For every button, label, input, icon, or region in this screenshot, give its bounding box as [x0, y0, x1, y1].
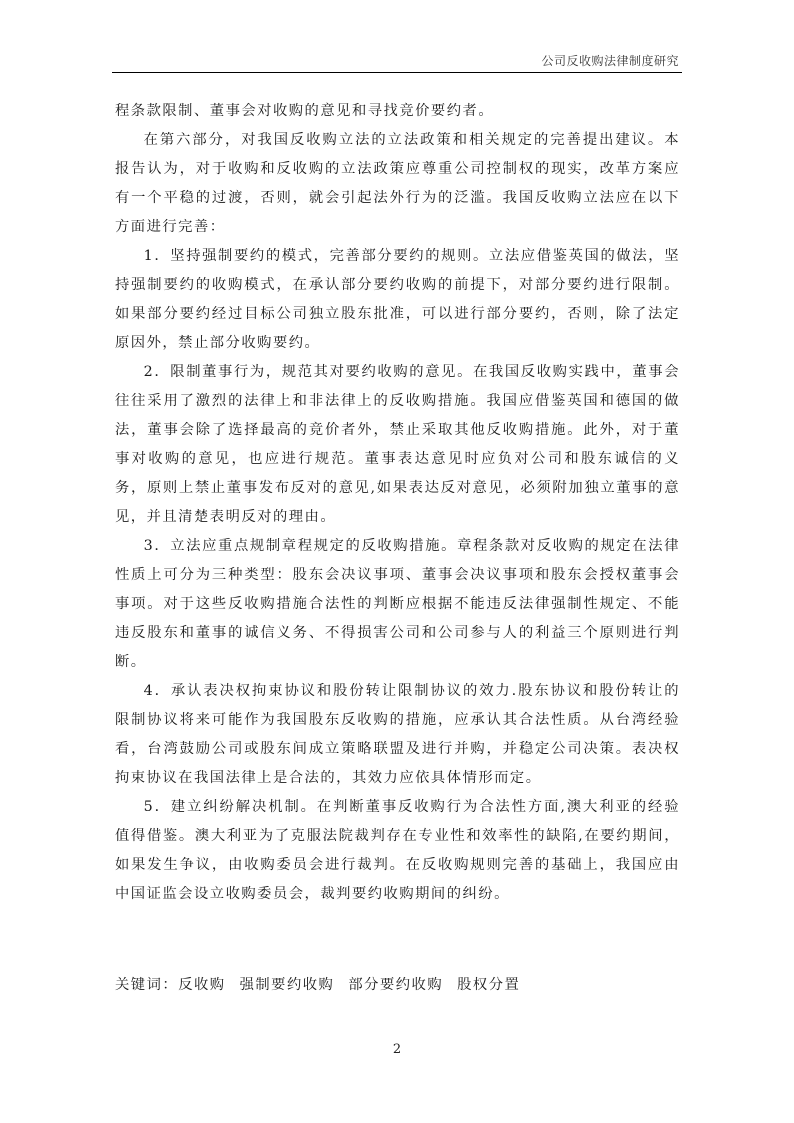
paragraph-item-5: 5．建立纠纷解决机制。在判断董事反收购行为合法性方面,澳大利亚的经验值得借鉴。澳大利亚为了克服法院裁判存在专业性和效率性的缺陷,在要约期间，如果发生争议，由收购委员会进行裁判。在反收购规则完善的基础上，我国应由中国证监会设立收购委员会，裁判要约收购期间的纠纷。 [115, 799, 680, 902]
keyword-item: 部分要约收购 [348, 977, 444, 993]
keywords-label: 关键词： [115, 977, 179, 993]
paragraph-item-3: 3．立法应重点规制章程规定的反收购措施。章程条款对反收购的规定在法律性质上可分为三种类型：股东会决议事项、董事会决议事项和股东会授权董事会事项。对于这些反收购措施合法性的判断应根据不能违反法律强制性规定、不能违反股东和董事的诚信义务、不得损害公司和公司参与人的利益三个原则进行判断。 [115, 538, 680, 670]
paragraph-item-2: 2．限制董事行为，规范其对要约收购的意见。在我国反收购实践中，董事会往往采用了激烈的法律上和非法律上的反收购措施。我国应借鉴英国和德国的做法，董事会除了选择最高的竞价者外，禁止采取其他反收购措施。此外，对于董事对收购的意见，也应进行规范。董事表达意见时应负对公司和股东诚信的义务，原则上禁止董事发布反对的意见,如果表达反对意见，必须附加独立董事的意见，并且清楚表明反对的理由。 [115, 364, 680, 525]
running-header-title: 公司反收购法律制度研究 [541, 54, 679, 68]
keyword-item: 反收购 [178, 977, 226, 993]
paragraph-item-4: 4．承认表决权拘束协议和股份转让限制协议的效力.股东协议和股份转让的限制协议将来可能作为我国股东反收购的措施，应承认其合法性质。从台湾经验看，台湾鼓励公司或股东间成立策略联盟及进行并购，并稳定公司决策。表决权拘束协议在我国法律上是合法的，其效力应依具体情形而定。 [115, 683, 680, 786]
header-divider [112, 72, 682, 73]
keywords-line [115, 971, 534, 1000]
body-text [115, 97, 680, 909]
paragraph-part-six-intro: 在第六部分，对我国反收购立法的立法政策和相关规定的完善提出建议。本报告认为，对于收购和反收购的立法政策应尊重公司控制权的现实，改革方案应有一个平稳的过渡，否则，就会引起法外行为的泛滥。我国反收购立法应在以下方面进行完善： [115, 132, 680, 235]
paragraph-item-1: 1．坚持强制要约的模式，完善部分要约的规则。立法应借鉴英国的做法，坚持强制要约的收购模式，在承认部分要约收购的前提下，对部分要约进行限制。如果部分要约经过目标公司独立股东批准，可以进行部分要约，否则，除了法定原因外，禁止部分收购要约。 [115, 248, 680, 351]
keyword-item: 股权分置 [457, 977, 521, 993]
paragraph-continuation: 程条款限制、董事会对收购的意见和寻找竞价要约者。 [115, 103, 495, 119]
keyword-item: 强制要约收购 [239, 977, 335, 993]
page-number: 2 [392, 1042, 402, 1057]
